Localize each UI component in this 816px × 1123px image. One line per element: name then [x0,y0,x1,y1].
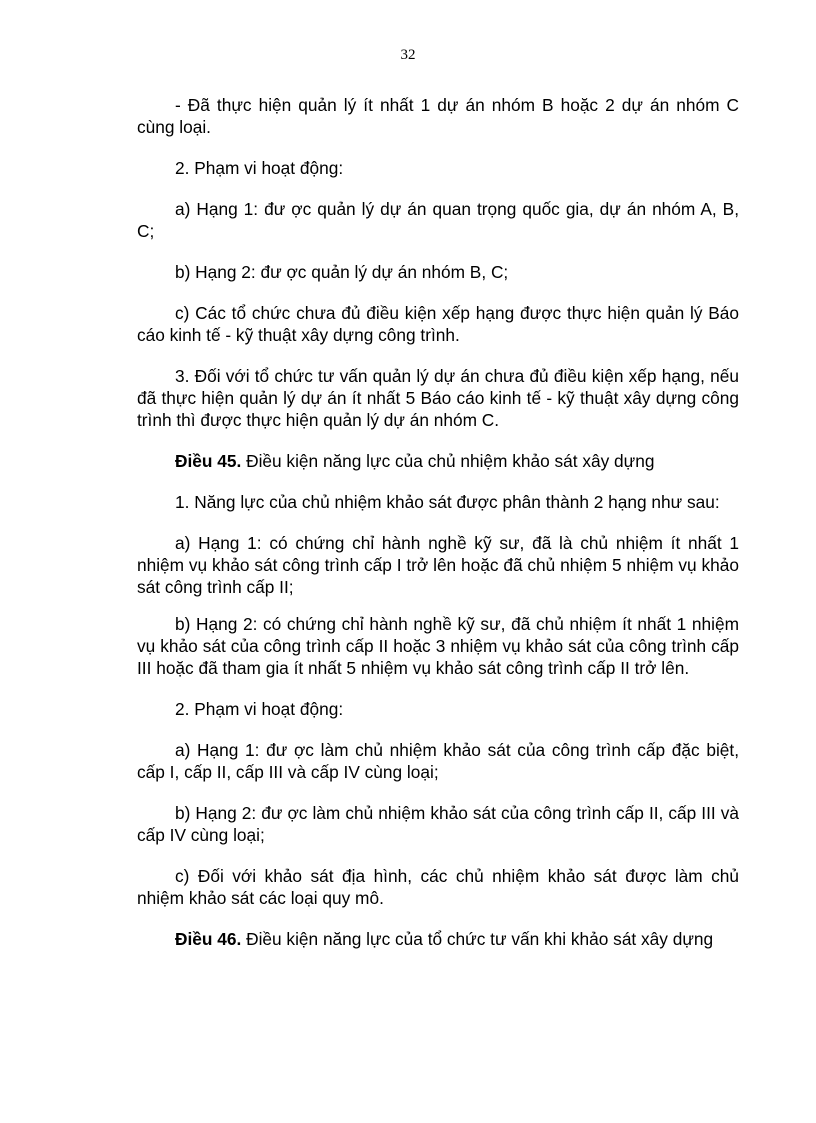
paragraph: 1. Năng lực của chủ nhiệm khảo sát được phân thành 2 hạng như sau: [175,492,720,512]
paragraph: - Đã thực hiện quản lý ít nhất 1 dự án nhóm B hoặc 2 dự án nhóm C cùng loại. [137,95,739,137]
paragraph: a) Hạng 1: đư ợc quản lý dự án quan trọng quốc gia, dự án nhóm A, B, C; [137,199,739,241]
paragraph: 2. Phạm vi hoạt động: [175,158,344,178]
paragraph: a) Hạng 1: có chứng chỉ hành nghề kỹ sư, đã là chủ nhiệm ít nhất 1 nhiệm vụ khảo sát công trình cấp I trở lên hoặc đã chủ nhiệm 5 nhiệm vụ khảo sát công trình cấp II; [137,533,739,597]
paragraph: c) Các tổ chức chưa đủ điều kiện xếp hạng được thực hiện quản lý Báo cáo kinh tế - kỹ thuật xây dựng công trình. [137,303,739,345]
paragraph: 3. Đối với tổ chức tư vấn quản lý dự án chưa đủ điều kiện xếp hạng, nếu đã thực hiện quản lý dự án ít nhất 5 Báo cáo kinh tế - kỹ thuật xây dựng công trình thì được thực hiện quản lý dự án nhóm C. [137,366,739,430]
article-45-title: Điều kiện năng lực của chủ nhiệm khảo sát xây dựng [246,451,655,471]
paragraph: a) Hạng 1: đư ợc làm chủ nhiệm khảo sát của công trình cấp đặc biệt, cấp I, cấp II, cấp III và cấp IV cùng loại; [137,740,739,782]
article-45-heading [137,450,739,472]
paragraph: 2. Phạm vi hoạt động: [175,699,344,719]
paragraph: b) Hạng 2: đư ợc làm chủ nhiệm khảo sát của công trình cấp II, cấp III và cấp IV cùng loại; [137,803,739,845]
paragraph: b) Hạng 2: có chứng chỉ hành nghề kỹ sư, đã chủ nhiệm ít nhất 1 nhiệm vụ khảo sát của công trình cấp II hoặc 3 nhiệm vụ khảo sát của công trình cấp III hoặc đã tham gia ít nhất 5 nhiệm vụ khảo sát công trình cấp II trở lên. [137,614,739,678]
paragraph: c) Đối với khảo sát địa hình, các chủ nhiệm khảo sát được làm chủ nhiệm khảo sát các loại quy mô. [137,866,739,908]
page-number: 32 [400,47,416,63]
article-46-number: Điều 46. [175,929,242,949]
paragraph: b) Hạng 2: đư ợc quản lý dự án nhóm B, C; [175,262,509,282]
article-46-heading [137,928,739,950]
article-45-number: Điều 45. [175,451,242,471]
article-46-title: Điều kiện năng lực của tổ chức tư vấn khi khảo sát xây dựng [246,929,714,949]
document-body [137,94,739,969]
